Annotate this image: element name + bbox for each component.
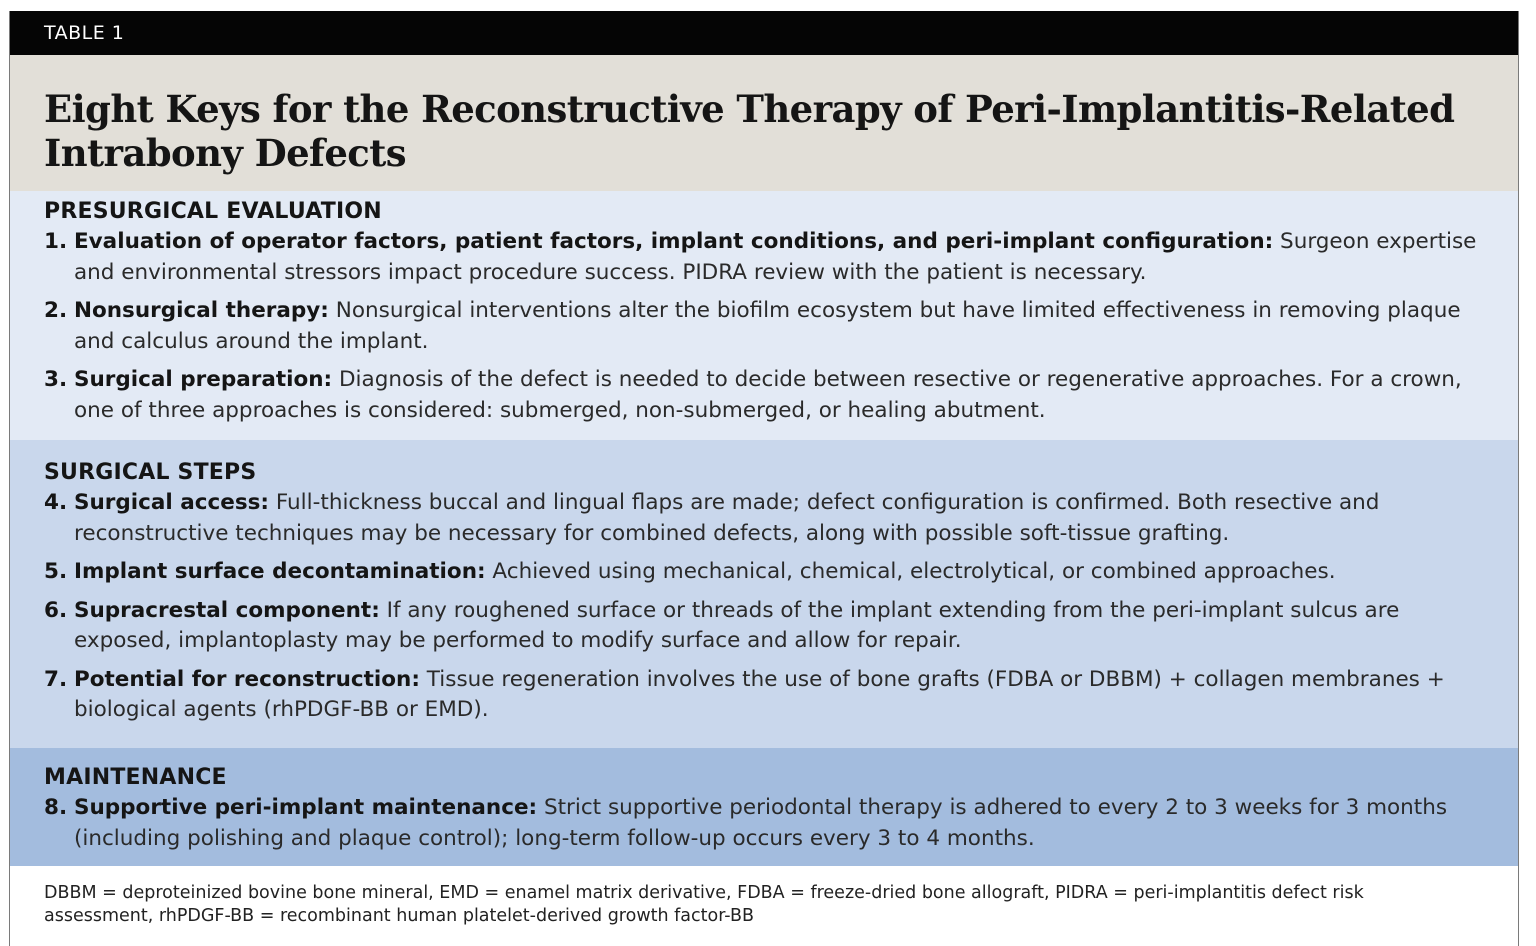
- item-lead: Supportive peri-implant maintenance:: [73, 795, 538, 820]
- item-text: Achieved using mechanical, chemical, electrolytical, or combined approaches.: [485, 559, 1336, 584]
- footnote: DBBM = deproteinized bovine bone mineral, EMD = enamel matrix derivative, FDBA = freeze-dried bone allograft, PIDRA = peri-implantitis defect risk assessment, rhPDGF-BB = recombinant human platelet-derived growth factor-BB: [44, 883, 1364, 926]
- item-text: Nonsurgical interventions alter the biofilm ecosystem but have limited effectiveness in removing plaque and calculus around the implant.: [74, 298, 1461, 354]
- table-label-bar: [10, 11, 1518, 55]
- table-frame: [9, 11, 1519, 946]
- list-item: [44, 365, 1494, 426]
- section-heading: MAINTENANCE: [44, 765, 227, 790]
- item-text: Diagnosis of the defect is needed to decide between resective or regenerative approaches. For a crown, one of three approaches is considered: submerged, non-submerged, or healing abutment.: [74, 367, 1462, 423]
- item-text: Full-thickness buccal and lingual flaps are made; defect configuration is confirmed. Both resective and reconstructive techniques may be necessary for combined defects, along with possible soft-tissue grafting.: [74, 490, 1380, 546]
- item-lead: Potential for reconstruction:: [73, 666, 420, 692]
- section-presurgical-evaluation: [10, 191, 1518, 440]
- table-label: TABLE 1: [44, 22, 125, 44]
- list-item: [44, 227, 1494, 288]
- item-number: 6.: [44, 597, 68, 623]
- item-lead: Surgical preparation:: [73, 367, 333, 392]
- list-item: [44, 793, 1494, 854]
- list-item: [44, 557, 1494, 588]
- list-item: [44, 296, 1494, 357]
- item-number: 3.: [44, 367, 68, 392]
- item-number: 4.: [44, 490, 68, 515]
- item-lead: Surgical access:: [73, 490, 270, 515]
- item-text: If any roughened surface or threads of the implant extending from the peri-implant sulcus are exposed, implantoplasty may be performed to modify surface and allow for repair.: [74, 597, 1400, 653]
- item-number: 8.: [44, 795, 68, 820]
- list-item: [44, 488, 1494, 549]
- item-lead: Nonsurgical therapy:: [73, 298, 329, 323]
- item-number: 1.: [44, 229, 68, 254]
- item-number: 7.: [44, 666, 68, 692]
- section-heading: SURGICAL STEPS: [44, 460, 257, 485]
- section-heading: PRESURGICAL EVALUATION: [44, 199, 382, 224]
- item-text: Surgeon expertise and environmental stressors impact procedure success. PIDRA review with the patient is necessary.: [74, 229, 1477, 285]
- item-lead: Supracrestal component:: [73, 597, 380, 623]
- list-item: [44, 596, 1494, 657]
- item-lead: Implant surface decontamination:: [73, 559, 486, 584]
- section-maintenance: [10, 748, 1518, 866]
- title-box: [10, 55, 1518, 191]
- item-number: 5.: [44, 559, 68, 584]
- list-item: [44, 665, 1494, 726]
- item-number: 2.: [44, 298, 68, 323]
- item-text: Strict supportive periodontal therapy is adhered to every 2 to 3 weeks for 3 months (including polishing and plaque control); long-term follow-up occurs every 3 to 4 months.: [74, 795, 1448, 851]
- table-title: Eight Keys for the Reconstructive Therapy of Peri-Implantitis-Related Intrabony Defects: [44, 87, 1455, 175]
- item-text: Tissue regeneration involves the use of bone grafts (FDBA or DBBM) + collagen membranes + biological agents (rhPDGF-BB or EMD).: [74, 666, 1445, 722]
- section-surgical-steps: [10, 440, 1518, 748]
- item-lead: Evaluation of operator factors, patient factors, implant conditions, and peri-implant configuration:: [73, 229, 1274, 254]
